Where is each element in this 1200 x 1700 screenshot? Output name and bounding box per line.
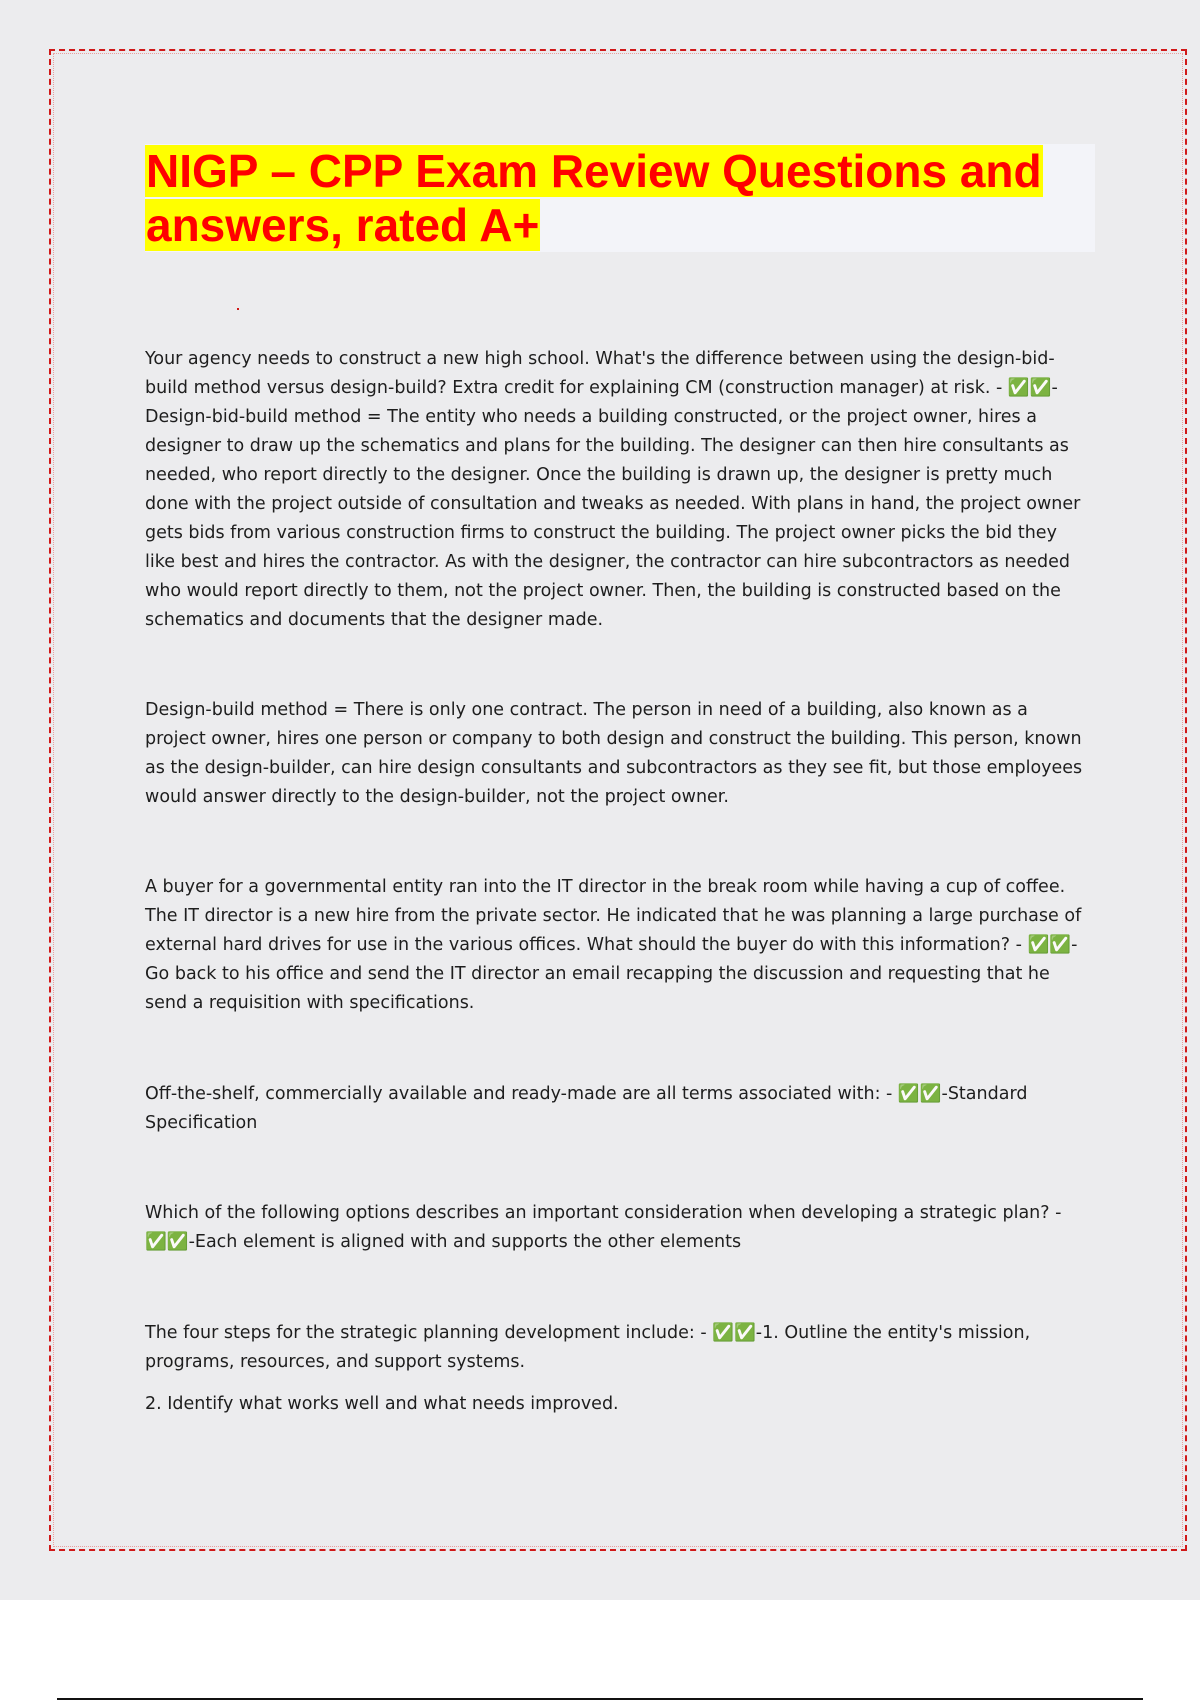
paragraph-step-2: 2. Identify what works well and what needs improved. — [145, 1394, 619, 1414]
document-title — [145, 144, 1095, 252]
paragraph-design-build: Design-build method = There is only one contract. The person in need of a building, also known as a project owner, hires one person or company to both design and construct the building. This person, known as the design-builder, can hire design consultants and subcontractors as they see fit, but those employees would answer directly to the design-builder, not the project owner. — [145, 700, 1083, 807]
title-line-2: answers, rated A+ — [146, 199, 540, 251]
stray-dot — [237, 308, 239, 310]
paragraph-four-steps: The four steps for the strategic planning development include: - ✅✅-1. Outline the entity's mission, programs, resources, and support systems. — [145, 1323, 1031, 1372]
paragraph-strategic-plan: Which of the following options describes an important consideration when developing a strategic plan? - ✅✅-Each element is aligned with and supports the other elements — [145, 1203, 1062, 1252]
paragraph-design-bid-build: Your agency needs to construct a new high school. What's the difference between using the design-bid-build method versus design-build? Extra credit for explaining CM (construction manager) at risk. - ✅✅-Design-bid-build method = The entity who needs a building constructed, or the project owner, hires a designer to draw up the schematics and plans for the building. The designer can then hire consultants as needed, who report directly to the designer. Once the building is drawn up, the designer is pretty much done with the project outside of consultation and tweaks as needed. With plans in hand, the project owner gets bids from various construction firms to construct the building. The project owner picks the bid they like best and hires the contractor. As with the designer, the contractor can hire subcontractors as needed who would report directly to them, not the project owner. Then, the building is constructed based on the schematics and documents that the designer made. — [145, 349, 1081, 630]
paragraph-off-the-shelf: Off-the-shelf, commercially available and ready-made are all terms associated with: - ✅✅-Standard Specification — [145, 1084, 1028, 1133]
title-line-1: NIGP – CPP Exam Review Questions and — [146, 145, 1042, 197]
title-block — [145, 144, 1095, 252]
paragraph-it-director: A buyer for a governmental entity ran into the IT director in the break room while having a cup of coffee. The IT director is a new hire from the private sector. He indicated that he was planning a large purchase of external hard drives for use in the various offices. What should the buyer do with this information? - ✅✅-Go back to his office and send the IT director an email recapping the discussion and requesting that he send a requisition with specifications. — [145, 877, 1082, 1013]
document-body — [145, 345, 1090, 1419]
